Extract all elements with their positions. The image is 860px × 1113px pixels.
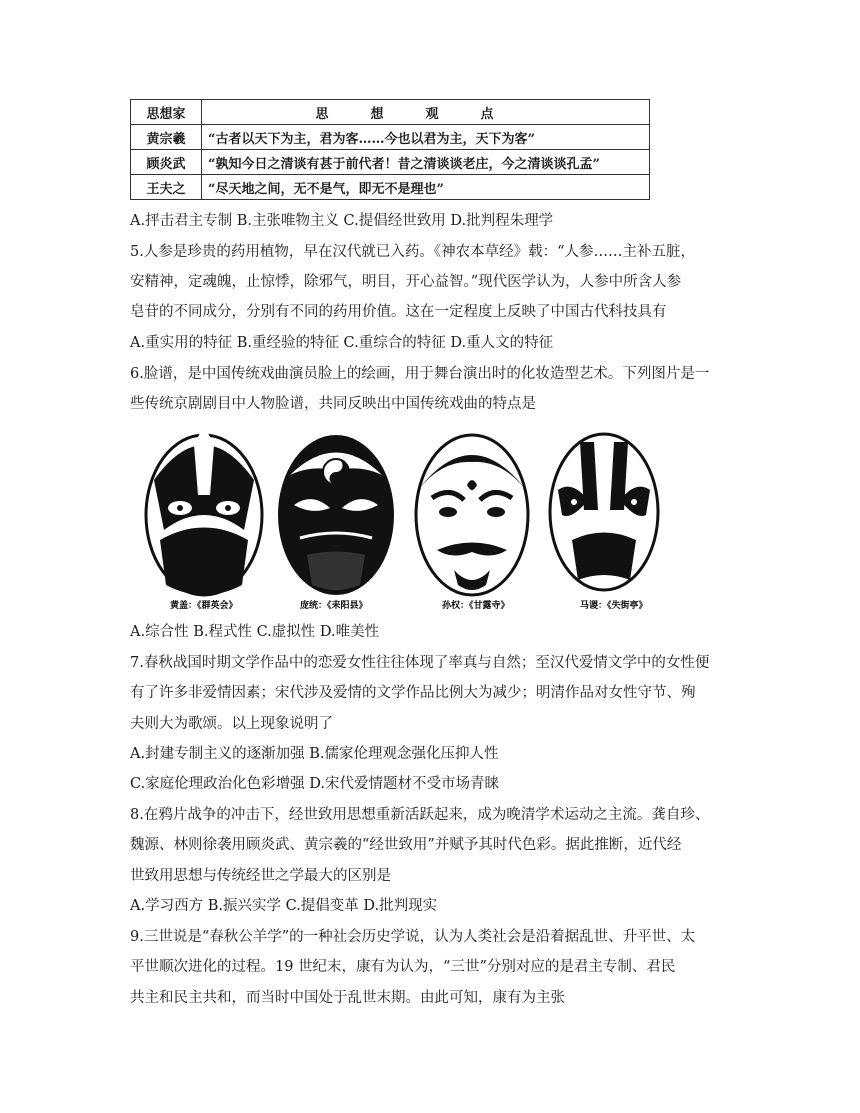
opera-masks-svg xyxy=(132,420,680,618)
mask-caption: 庞统：《耒阳县》 xyxy=(300,601,368,611)
thinker-name: 王夫之 xyxy=(131,175,202,200)
q7-text-line: 7.春秋战国时期文学作品中的恋爱女性往往体现了率真与自然；至汉代爱情文学中的女性便 xyxy=(130,655,710,671)
opera-masks-figure xyxy=(132,420,680,618)
mask-caption: 孙权：《甘露寺》 xyxy=(442,601,510,611)
table-row xyxy=(131,150,650,175)
thinker-view: “古者以天下为主，君为客……今也以君为主，天下为客” xyxy=(202,125,650,150)
q7-text-line: 夫则大为歌颂。以上现象说明了 xyxy=(130,716,333,732)
table-row xyxy=(131,175,650,200)
q7-text-line: 有了许多非爱情因素；宋代涉及爱情的文学作品比例大为减少；明清作品对女性守节、殉 xyxy=(130,685,696,701)
table-row xyxy=(131,125,650,150)
q7-options: A.封建专制主义的逐渐加强 B.儒家伦理观念强化压抑人性 xyxy=(130,746,499,762)
q8-text-line: 世致用思想与传统经世之学最大的区别是 xyxy=(130,868,391,884)
q8-text-line: 魏源、林则徐袭用顾炎武、黄宗羲的“经世致用”并赋予其时代色彩。据此推断，近代经 xyxy=(130,837,682,853)
q4-options: A.抨击君主专制 B.主张唯物主义 C.提倡经世致用 D.批判程朱理学 xyxy=(130,213,554,229)
q5-text-line: 5.人参是珍贵的药用植物，早在汉代就已入药。《神农本草经》载：“人参……主补五脏， xyxy=(130,244,695,260)
mask-sun-quan xyxy=(416,435,528,595)
q7-options: C.家庭伦理政治化色彩增强 D.宋代爱情题材不受市场青睐 xyxy=(130,776,500,792)
q9-text-line: 共主和民主共和，而当时中国处于乱世末期。由此可知，康有为主张 xyxy=(130,990,565,1006)
q5-text-line: 安精神，定魂魄，止惊悸，除邪气，明目，开心益智。”现代医学认为，人参中所含人参 xyxy=(130,274,682,290)
q6-options: A.综合性 B.程式性 C.虚拟性 D.唯美性 xyxy=(130,624,380,640)
q6-text-line: 6.脸谱，是中国传统戏曲演员脸上的绘画，用于舞台演出时的化妆造型艺术。下列图片是一 xyxy=(130,366,710,382)
thinkers-table xyxy=(130,99,650,200)
q9-text-line: 9.三世说是“春秋公羊学”的一种社会历史学说，认为人类社会是沿着据乱世、升平世、太 xyxy=(130,929,696,945)
thinker-view: “尽天地之间，无不是气，即无不是理也” xyxy=(202,175,650,200)
thinker-view: “孰知今日之清谈有甚于前代者！昔之清谈谈老庄，今之清谈谈孔孟” xyxy=(202,150,650,175)
table-header-row xyxy=(131,100,650,125)
thinkers-table-wrap xyxy=(130,99,650,200)
header-views: 思想观点 xyxy=(202,100,650,125)
mask-pang-tong xyxy=(278,435,394,595)
q8-text-line: 8.在鸦片战争的冲击下，经世致用思想重新活跃起来，成为晚清学术运动之主流。龚自珍、 xyxy=(130,807,710,823)
q8-options: A.学习西方 B.振兴实学 C.提倡变革 D.批判现实 xyxy=(130,898,438,914)
mask-huang-gai xyxy=(146,425,262,595)
thinker-name: 黄宗羲 xyxy=(131,125,202,150)
thinker-name: 顾炎武 xyxy=(131,150,202,175)
q9-text-line: 平世顺次进化的过程。19 世纪末，康有为认为，“三世”分别对应的是君主专制、君民 xyxy=(130,959,676,975)
mask-caption: 马谡：《失街亭》 xyxy=(580,601,648,611)
mask-ma-su xyxy=(550,434,658,590)
header-thinker: 思想家 xyxy=(131,100,202,125)
q6-text-line: 些传统京剧剧目中人物脸谱，共同反映出中国传统戏曲的特点是 xyxy=(130,396,536,412)
q5-options: A.重实用的特征 B.重经验的特征 C.重综合的特征 D.重人文的特征 xyxy=(130,335,554,351)
mask-caption: 黄盖：《群英会》 xyxy=(170,601,238,611)
q5-text-line: 皂苷的不同成分，分别有不同的药用价值。这在一定程度上反映了中国古代科技具有 xyxy=(130,304,667,320)
